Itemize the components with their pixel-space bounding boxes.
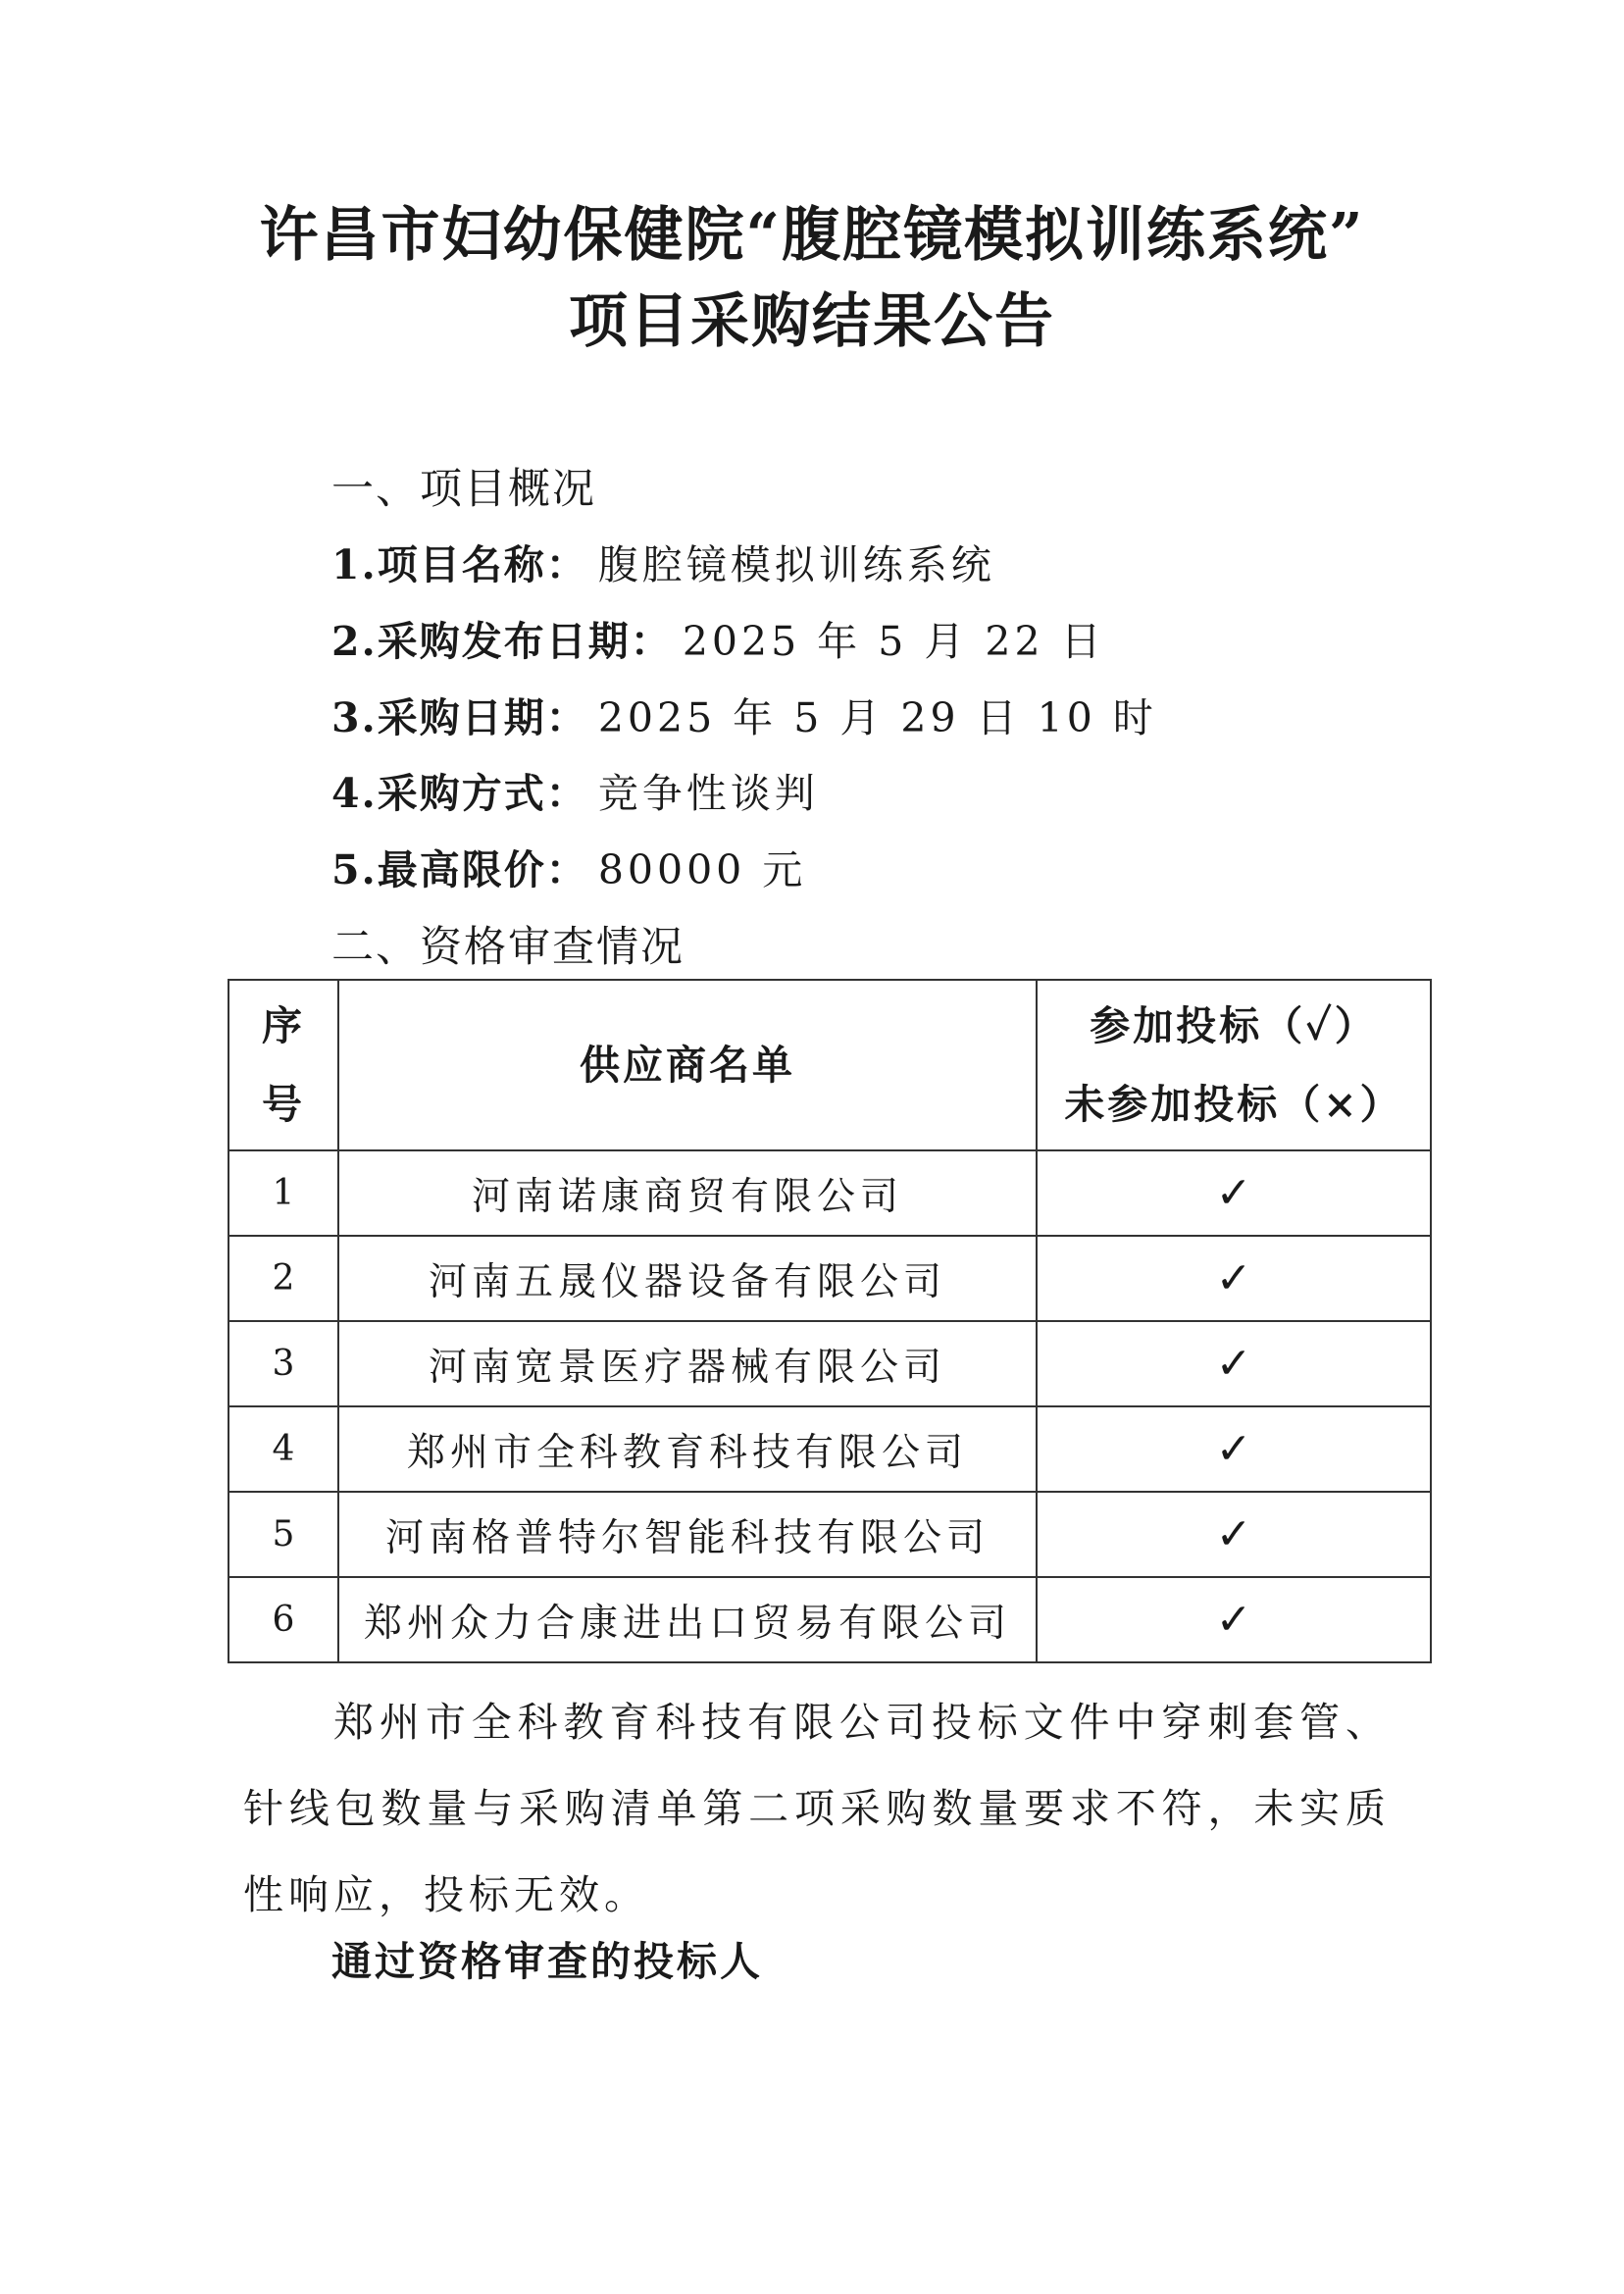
row-number: 2 [228,1236,338,1321]
header-serial-line2: 号 [262,1081,305,1128]
info-value: 80000 元 [597,846,807,893]
info-value: 2025 年 5 月 29 日 10 时 [597,694,1157,741]
header-participation [1037,980,1431,1150]
info-value: 竞争性谈判 [597,770,819,817]
qualified-bidders-heading: 通过资格审查的投标人 [331,1938,763,1985]
table-row [228,1236,1431,1321]
header-serial-line1: 序 [262,1002,305,1049]
row-number: 5 [228,1492,338,1577]
checkmark-icon: ✓ [1037,1406,1431,1492]
checkmark-icon: ✓ [1037,1492,1431,1577]
header-supplier-list: 供应商名单 [338,980,1037,1150]
invalid-bid-note: 郑州市全科教育科技有限公司投标文件中穿刺套管、针线包数量与采购清单第二项采购数量要求不符，未实质性响应，投标无效。 [243,1699,1391,1918]
row-supplier: 河南格普特尔智能科技有限公司 [338,1492,1037,1577]
info-max-price [331,846,807,893]
table-row [228,1492,1431,1577]
info-label: 4.采购方式： [331,770,588,817]
row-supplier: 郑州众力合康进出口贸易有限公司 [338,1577,1037,1662]
table-row [228,1577,1431,1662]
checkmark-icon: ✓ [1037,1150,1431,1236]
header-participation-line2: 未参加投标（×） [1064,1081,1403,1128]
info-project-name [331,541,995,588]
row-number: 6 [228,1577,338,1662]
row-supplier: 河南五晟仪器设备有限公司 [338,1236,1037,1321]
qualification-table [228,979,1432,1663]
row-supplier: 郑州市全科教育科技有限公司 [338,1406,1037,1492]
info-procurement-date [331,694,1157,741]
checkmark-icon: ✓ [1037,1577,1431,1662]
info-value: 腹腔镜模拟训练系统 [597,541,995,588]
info-publish-date [331,618,1105,665]
header-serial-number [228,980,338,1150]
info-value: 2025 年 5 月 22 日 [682,618,1105,665]
table-header-row [228,980,1431,1150]
info-procurement-method [331,770,819,817]
section-heading-qualification: 二、资格审查情况 [331,923,685,972]
table-row [228,1406,1431,1492]
row-supplier: 河南宽景医疗器械有限公司 [338,1321,1037,1406]
section-heading-overview: 一、项目概况 [331,465,596,514]
document-title-line2: 项目采购结果公告 [569,287,1055,356]
info-label: 5.最高限价： [331,846,588,893]
row-number: 1 [228,1150,338,1236]
info-label: 3.采购日期： [331,694,588,741]
row-number: 4 [228,1406,338,1492]
document-title-line1: 许昌市妇幼保健院“腹腔镜模拟训练系统” [259,201,1365,270]
row-supplier: 河南诺康商贸有限公司 [338,1150,1037,1236]
row-number: 3 [228,1321,338,1406]
info-label: 1.项目名称： [331,541,588,588]
table-row [228,1321,1431,1406]
info-label: 2.采购发布日期： [331,618,673,665]
checkmark-icon: ✓ [1037,1236,1431,1321]
table-row [228,1150,1431,1236]
checkmark-icon: ✓ [1037,1321,1431,1406]
header-participation-line1: 参加投标（✓） [1090,1002,1378,1049]
